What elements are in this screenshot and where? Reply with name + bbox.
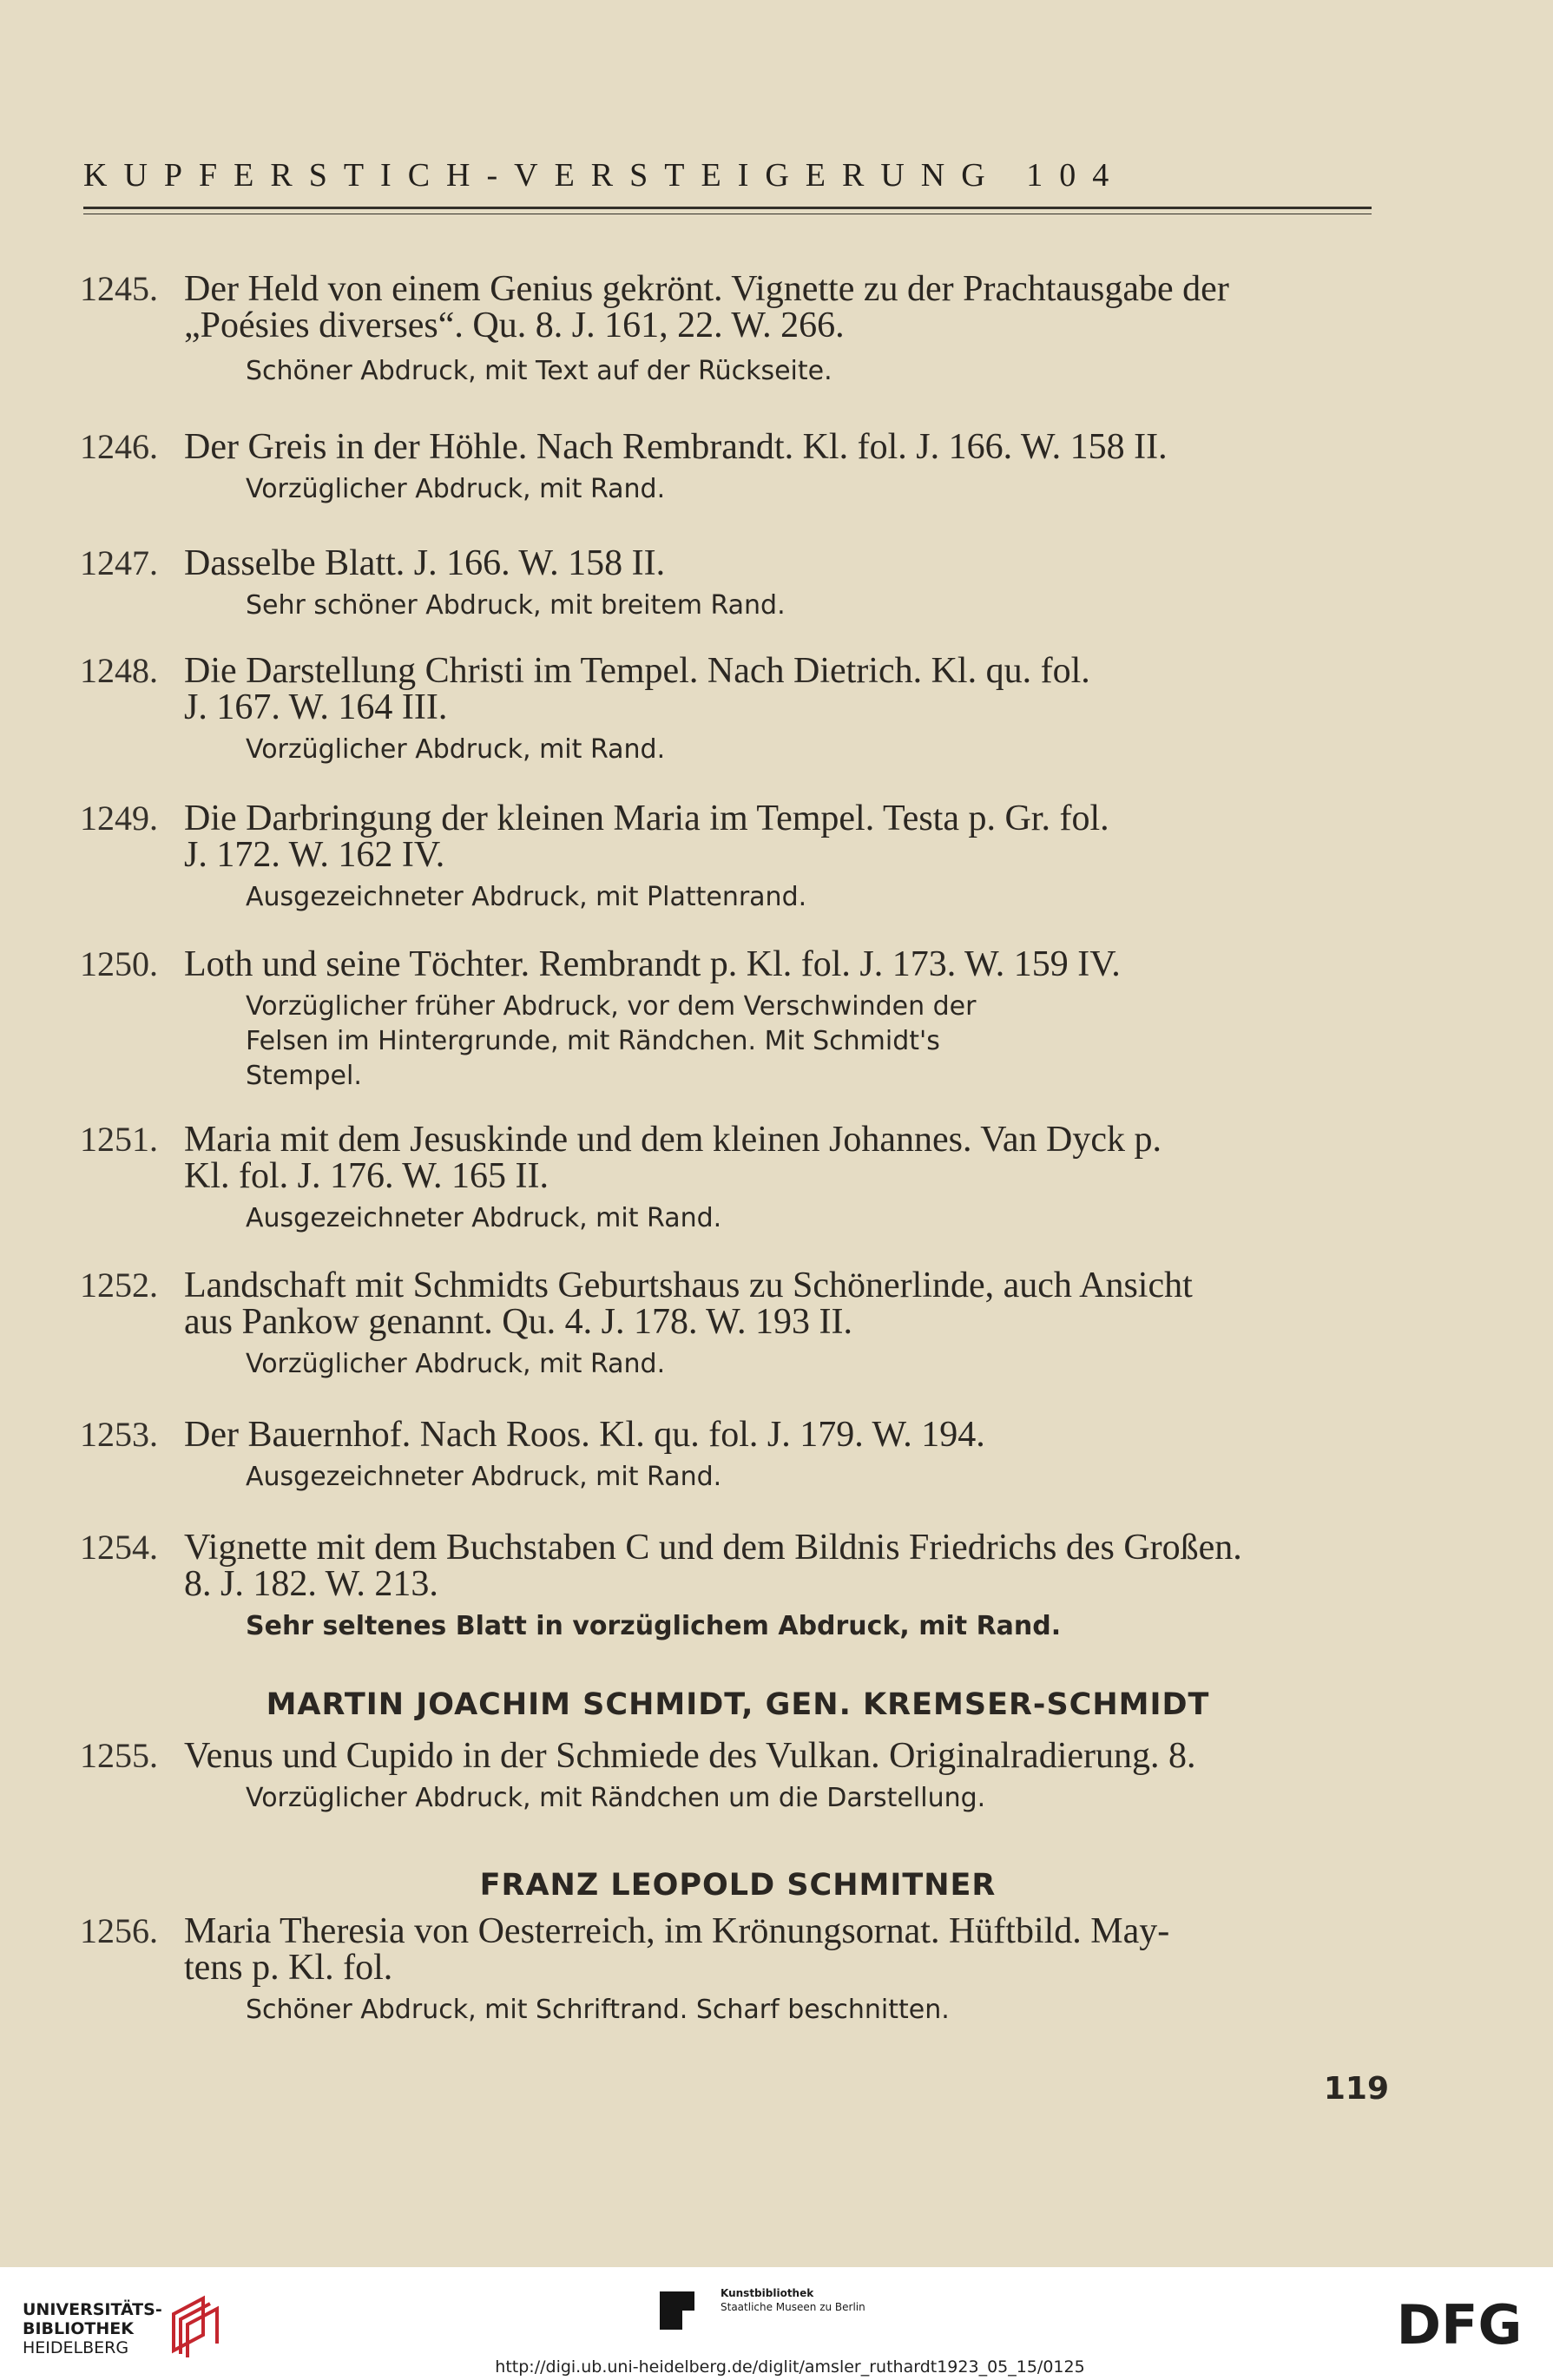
title-line: aus Pankow genannt. Qu. 4. J. 178. W. 193 II. xyxy=(184,1302,852,1342)
entry-title xyxy=(184,1121,1382,1194)
viewer-footer xyxy=(0,2267,1553,2380)
title-line: 8. J. 182. W. 213. xyxy=(184,1564,438,1604)
entry-title xyxy=(184,1738,1382,1774)
note-line: Stempel. xyxy=(246,1061,362,1091)
dfg-logo[interactable] xyxy=(1385,2293,1533,2354)
title-line: Vignette mit dem Buchstaben C und dem Bildnis Friedrichs des Großen. xyxy=(184,1528,1242,1568)
note-line: Schöner Abdruck, mit Schriftrand. Scharf beschnitten. xyxy=(246,1995,950,2025)
entry-title xyxy=(184,429,1382,465)
title-line: J. 172. W. 162 IV. xyxy=(184,835,445,875)
entry-title xyxy=(184,271,1382,344)
note-line: Sehr seltenes Blatt in vorzüglichem Abdruck, mit Rand. xyxy=(246,1611,1062,1641)
lot-number: 1248. xyxy=(80,651,158,690)
library-name-line: BIBLIOTHEK xyxy=(23,2319,134,2338)
title-line: Der Bauernhof. Nach Roos. Kl. qu. fol. J. 179. W. 194. xyxy=(184,1415,985,1455)
note-line: Felsen im Hintergrunde, mit Rändchen. Mit Schmidt's xyxy=(246,1026,940,1056)
kunstbibliothek-emblem-icon xyxy=(660,2291,694,2330)
note-line: Schöner Abdruck, mit Text auf der Rückseite. xyxy=(246,356,832,386)
lot-number: 1250. xyxy=(80,944,158,983)
entry-note xyxy=(246,733,1383,767)
lot-number: 1251. xyxy=(80,1120,158,1159)
note-line: Ausgezeichneter Abdruck, mit Rand. xyxy=(246,1203,722,1233)
header-rule-thick xyxy=(83,207,1372,209)
title-line: tens p. Kl. fol. xyxy=(184,1948,393,1988)
entry-title xyxy=(184,653,1382,726)
running-header: KUPFERSTICH-VERSTEIGERUNG 104 xyxy=(83,157,1126,194)
lot-number: 1255. xyxy=(80,1736,158,1775)
title-line: Die Darstellung Christi im Tempel. Nach Dietrich. Kl. qu. fol. xyxy=(184,651,1090,691)
entry-note xyxy=(246,588,1383,623)
lot-number: 1247. xyxy=(80,543,158,582)
entry-note xyxy=(246,989,1383,1094)
kunstbibliothek-name xyxy=(721,2286,865,2314)
kb-title: Kunstbibliothek xyxy=(721,2287,814,2299)
library-name xyxy=(23,2300,162,2357)
entry-title xyxy=(184,946,1382,983)
entry-note xyxy=(246,1347,1383,1382)
entry-note xyxy=(246,880,1383,915)
entry-title xyxy=(184,1529,1382,1602)
note-line: Ausgezeichneter Abdruck, mit Plattenrand. xyxy=(246,882,807,912)
page-number: 119 xyxy=(1323,2071,1389,2107)
dfg-label: DFG xyxy=(1396,2293,1523,2354)
university-library-logo[interactable] xyxy=(23,2281,231,2368)
note-line: Sehr schöner Abdruck, mit breitem Rand. xyxy=(246,590,786,621)
library-emblem-icon xyxy=(155,2290,229,2361)
lot-number: 1254. xyxy=(80,1528,158,1567)
lot-number: 1253. xyxy=(80,1415,158,1454)
entry-note xyxy=(246,1781,1383,1816)
lot-number: 1246. xyxy=(80,427,158,466)
title-line: Maria Theresia von Oesterreich, im Krönungsornat. Hüftbild. May- xyxy=(184,1911,1170,1951)
entry-title xyxy=(184,1913,1382,1986)
entry-title xyxy=(184,1267,1382,1340)
lot-number: 1249. xyxy=(80,799,158,838)
note-line: Ausgezeichneter Abdruck, mit Rand. xyxy=(246,1462,722,1492)
note-line: Vorzüglicher Abdruck, mit Rändchen um die Darstellung. xyxy=(246,1783,986,1813)
title-line: Landschaft mit Schmidts Geburtshaus zu Schönerlinde, auch Ansicht xyxy=(184,1266,1193,1305)
title-line: Maria mit dem Jesuskinde und dem kleinen Johannes. Van Dyck p. xyxy=(184,1120,1162,1160)
entry-note xyxy=(246,1460,1383,1495)
permalink-url[interactable]: http://digi.ub.uni-heidelberg.de/diglit/amsler_ruthardt1923_05_15/0125 xyxy=(495,2357,1085,2377)
title-line: Loth und seine Töchter. Rembrandt p. Kl. fol. J. 173. W. 159 IV. xyxy=(184,944,1121,984)
entry-note xyxy=(246,1609,1383,1644)
section-heading-artist: MARTIN JOACHIM SCHMIDT, GEN. KREMSER-SCHMIDT xyxy=(266,1687,1210,1722)
title-line: Der Greis in der Höhle. Nach Rembrandt. Kl. fol. J. 166. W. 158 II. xyxy=(184,427,1168,467)
entry-note xyxy=(246,1201,1383,1236)
title-line: Dasselbe Blatt. J. 166. W. 158 II. xyxy=(184,543,666,583)
title-line: Der Held von einem Genius gekrönt. Vignette zu der Prachtausgabe der xyxy=(184,269,1229,309)
title-line: Die Darbringung der kleinen Maria im Tempel. Testa p. Gr. fol. xyxy=(184,799,1109,838)
entry-note xyxy=(246,472,1383,507)
note-line: Vorzüglicher Abdruck, mit Rand. xyxy=(246,474,666,504)
section-heading-artist: FRANZ LEOPOLD SCHMITNER xyxy=(479,1868,997,1903)
note-line: Vorzüglicher früher Abdruck, vor dem Verschwinden der xyxy=(246,991,977,1022)
library-name-line: UNIVERSITÄTS- xyxy=(23,2300,162,2319)
entry-title xyxy=(184,545,1382,582)
note-line: Vorzüglicher Abdruck, mit Rand. xyxy=(246,734,666,765)
library-name-line: HEIDELBERG xyxy=(23,2338,129,2357)
entry-title xyxy=(184,800,1382,873)
title-line: Kl. fol. J. 176. W. 165 II. xyxy=(184,1156,549,1196)
kunstbibliothek-logo[interactable] xyxy=(660,2281,955,2342)
note-line: Vorzüglicher Abdruck, mit Rand. xyxy=(246,1349,666,1379)
title-line: J. 167. W. 164 III. xyxy=(184,687,448,727)
entry-note xyxy=(246,1993,1383,2028)
entry-title xyxy=(184,1417,1382,1453)
entry-note xyxy=(246,354,1383,389)
lot-number: 1252. xyxy=(80,1266,158,1305)
title-line: Venus und Cupido in der Schmiede des Vulkan. Originalradierung. 8. xyxy=(184,1736,1196,1776)
title-line: „Poésies diverses“. Qu. 8. J. 161, 22. W. 266. xyxy=(184,306,845,345)
kb-subtitle: Staatliche Museen zu Berlin xyxy=(721,2301,865,2313)
lot-number: 1256. xyxy=(80,1911,158,1950)
lot-number: 1245. xyxy=(80,269,158,308)
